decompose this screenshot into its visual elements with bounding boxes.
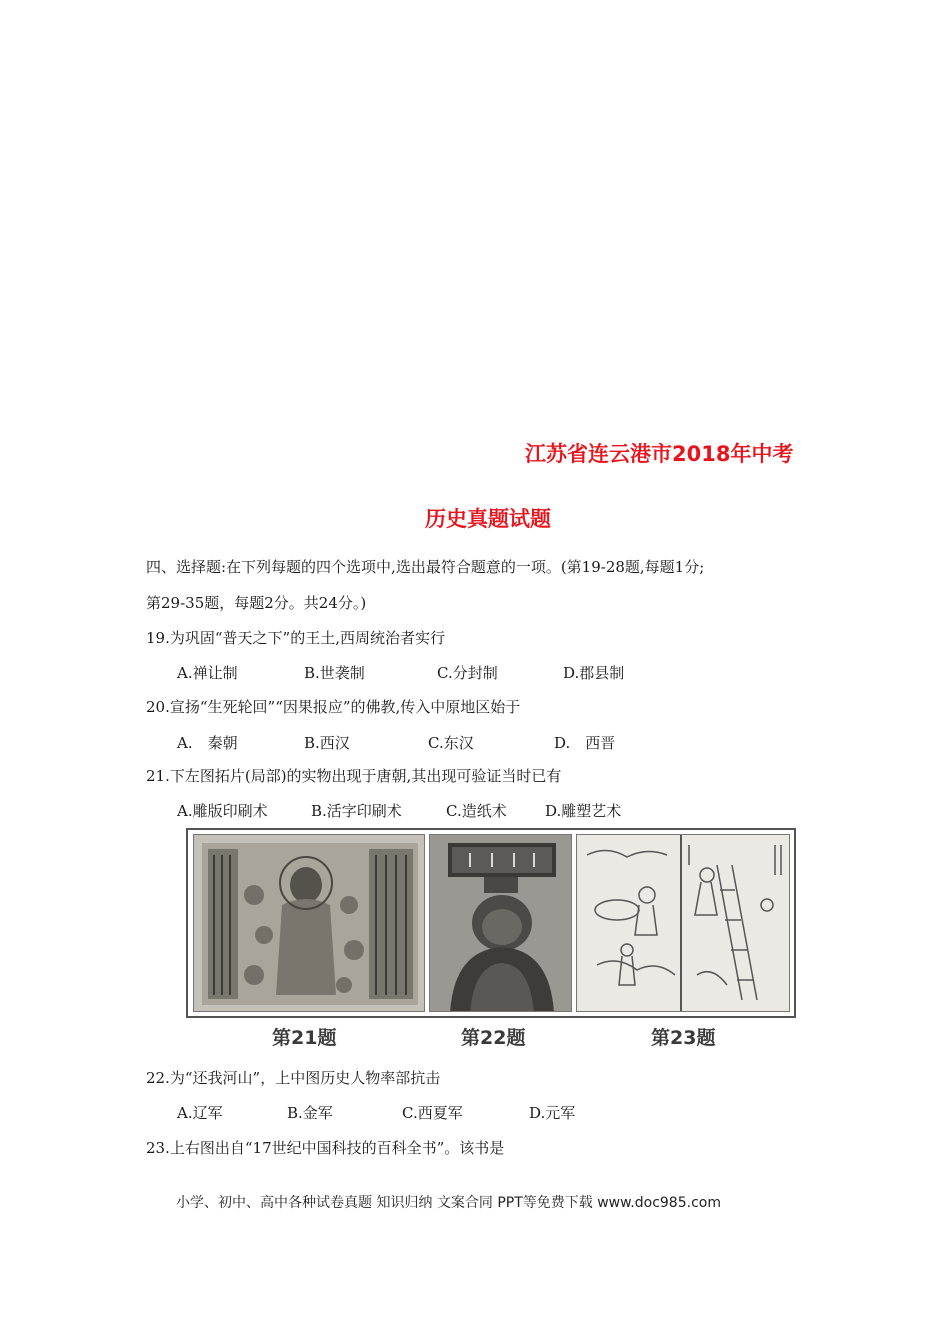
question-21-option-c: C.造纸术	[446, 802, 507, 820]
question-21-option-a: A.雕版印刷术	[177, 802, 268, 820]
portrait-image	[429, 834, 572, 1012]
question-20-option-d: D. 西晋	[554, 734, 616, 752]
question-20-option-a: A. 秦朝	[177, 734, 238, 752]
question-21-option-d: D.雕塑艺术	[545, 802, 622, 820]
question-20-option-b: B.西汉	[304, 734, 350, 752]
question-19-option-c: C.分封制	[437, 664, 498, 682]
question-figure	[186, 828, 796, 1018]
question-22-option-c: C.西夏军	[402, 1104, 463, 1122]
question-22-option-a: A.辽军	[177, 1104, 223, 1122]
question-20-option-c: C.东汉	[428, 734, 474, 752]
question-20-stem: 20.宣扬“生死轮回”“因果报应”的佛教,传入中原地区始于	[146, 698, 521, 716]
exam-subtitle: 历史真题试题	[425, 507, 551, 531]
rubbing-image	[193, 834, 425, 1012]
question-19-option-d: D.郡县制	[563, 664, 625, 682]
exam-title: 江苏省连云港市2018年中考	[525, 442, 794, 466]
question-19-stem: 19.为巩固“普天之下”的王土,西周统治者实行	[146, 629, 445, 647]
caption-question-23: 第23题	[651, 1027, 716, 1049]
instructions-line-2: 第29-35题，每题2分。共24分。)	[146, 594, 367, 612]
question-22-option-d: D.元军	[529, 1104, 576, 1122]
question-21-stem: 21.下左图拓片(局部)的实物出现于唐朝,其出现可验证当时已有	[146, 767, 562, 785]
instructions-line-1: 四、选择题:在下列每题的四个选项中,选出最符合题意的一项。(第19-28题,每题1分;	[146, 558, 705, 576]
question-22-option-b: B.金军	[287, 1104, 333, 1122]
question-19-option-a: A.禅让制	[177, 664, 238, 682]
question-22-stem: 22.为“还我河山”，上中图历史人物率部抗击	[146, 1069, 441, 1087]
question-21-option-b: B.活字印刷术	[311, 802, 402, 820]
question-19-option-b: B.世袭制	[304, 664, 365, 682]
caption-question-21: 第21题	[272, 1027, 337, 1049]
book-illustration-image	[576, 834, 790, 1012]
page-footer: 小学、初中、高中各种试卷真题 知识归纳 文案合同 PPT等免费下载 www.doc985.com	[176, 1195, 721, 1211]
question-23-stem: 23.上右图出自“17世纪中国科技的百科全书”。该书是	[146, 1139, 505, 1157]
caption-question-22: 第22题	[461, 1027, 526, 1049]
